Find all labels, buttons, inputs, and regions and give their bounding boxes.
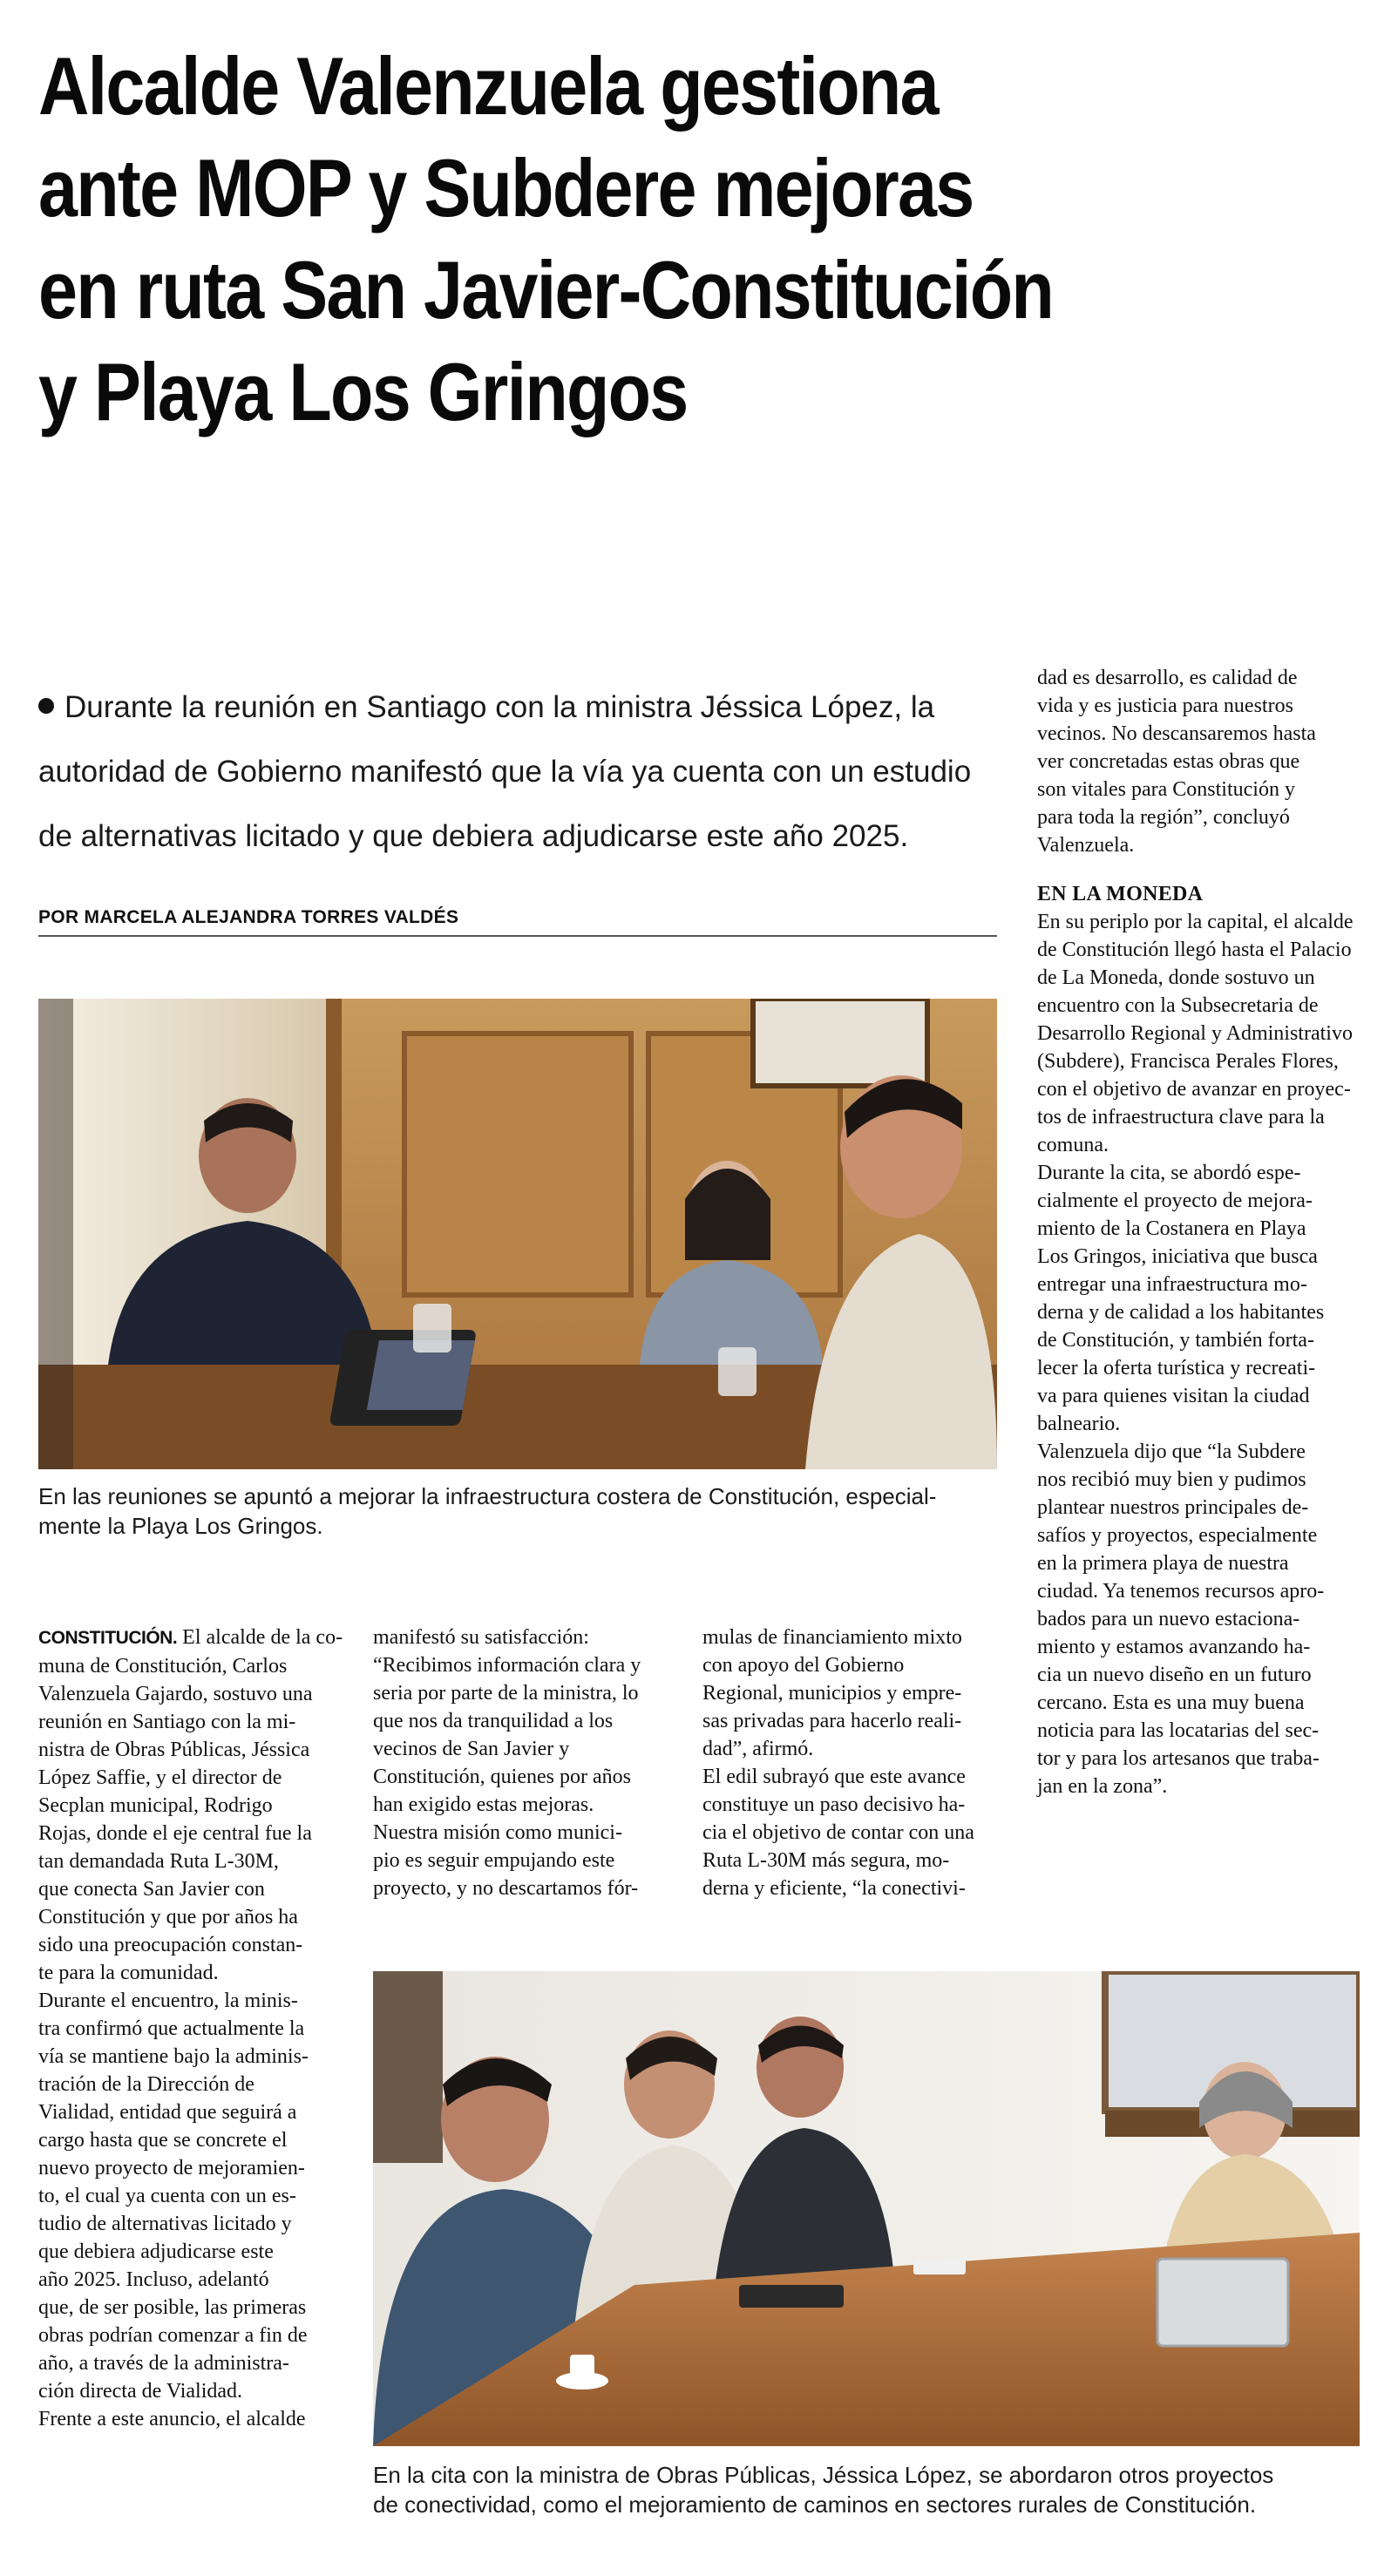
body-line: dad”, afirmó. bbox=[702, 1738, 814, 1760]
body-line: miento y estamos avanzando ha- bbox=[1037, 1636, 1311, 1658]
body-line: ción directa de Vialidad. bbox=[38, 2380, 243, 2403]
body-line: tudio de alternativas licitado y bbox=[38, 2213, 292, 2235]
body-line: proyecto, y no descartamos fór- bbox=[373, 1877, 639, 1900]
body-line: López Saffie, y el director de bbox=[38, 1766, 282, 1789]
headline-line: Alcalde Valenzuela gestiona bbox=[38, 40, 938, 132]
photo2-caption bbox=[373, 2460, 1360, 2519]
body-line: constituye un paso decisivo ha- bbox=[702, 1793, 966, 1816]
body-column-2 bbox=[373, 1624, 671, 1902]
body-line: Ruta L-30M más segura, mo- bbox=[702, 1849, 950, 1872]
caption-line: de conectividad, como el mejoramiento de caminos en sectores rurales de Constitución. bbox=[373, 2491, 1257, 2518]
body-line: con apoyo del Gobierno bbox=[702, 1654, 905, 1677]
body-line: manifestó su satisfacción: bbox=[373, 1626, 589, 1649]
body-line: que debiera adjudicarse este bbox=[38, 2240, 274, 2263]
body-line: cargo hasta que se concrete el bbox=[38, 2129, 288, 2152]
body-line: pio es seguir empujando este bbox=[373, 1849, 615, 1872]
body-line: entregar una infraestructura mo- bbox=[1037, 1273, 1307, 1296]
body-line: sido una preocupación constan- bbox=[38, 1934, 303, 1956]
body-column-1 bbox=[38, 1624, 343, 2433]
body-line: Desarrollo Regional y Administrativo bbox=[1037, 1022, 1353, 1045]
body-line: Constitución, quienes por años bbox=[373, 1766, 631, 1788]
body-line: va para quienes visitan la ciudad bbox=[1037, 1385, 1310, 1407]
body-line: reunión en Santiago con la mi- bbox=[38, 1711, 296, 1733]
body-line: tan demandada Ruta L-30M, bbox=[38, 1850, 279, 1873]
body-line: derna y de calidad a los habitantes bbox=[1037, 1301, 1325, 1324]
body-line: vida y es justicia para nuestros bbox=[1037, 695, 1293, 717]
body-line: derna y eficiente, “la conectivi- bbox=[702, 1877, 966, 1900]
body-line: miento de la Costanera en Playa bbox=[1037, 1217, 1306, 1240]
body-line: han exigido estas mejoras. bbox=[373, 1793, 594, 1816]
body-line: muna de Constitución, Carlos bbox=[38, 1655, 288, 1678]
body-line: Durante el encuentro, la minis- bbox=[38, 1990, 298, 2012]
headline-line: en ruta San Javier-Constitución bbox=[38, 244, 1054, 336]
body-column-3 bbox=[702, 1624, 1002, 1902]
body-line: nuevo proyecto de mejoramien- bbox=[38, 2157, 305, 2179]
lead-line: de alternativas licitado y que debiera adjudicarse este año 2025. bbox=[38, 819, 909, 853]
body-line: Valenzuela dijo que “la Subdere bbox=[1037, 1441, 1306, 1463]
body-line: son vitales para Constitución y bbox=[1037, 778, 1295, 801]
photo1-caption bbox=[38, 1481, 997, 1541]
body-line: Valenzuela. bbox=[1037, 834, 1135, 857]
body-line: (Subdere), Francisca Perales Flores, bbox=[1037, 1050, 1339, 1073]
body-line: En su periplo por la capital, el alcalde bbox=[1037, 911, 1354, 933]
body-line: vecinos de San Javier y bbox=[373, 1738, 570, 1760]
body-line: sas privadas para hacerlo reali- bbox=[702, 1710, 962, 1732]
photo-meeting-santiago bbox=[38, 999, 997, 1469]
body-line: tra confirmó que actualmente la bbox=[38, 2017, 305, 2040]
body-line: cia un nuevo diseño en un futuro bbox=[1037, 1664, 1312, 1686]
body-line: Secplan municipal, Rodrigo bbox=[38, 1794, 273, 1817]
body-line: Vialidad, entidad que seguirá a bbox=[38, 2101, 297, 2124]
caption-line: mente la Playa Los Gringos. bbox=[38, 1513, 323, 1539]
body-line: que, de ser posible, las primeras bbox=[38, 2296, 307, 2319]
headline-line: y Playa Los Gringos bbox=[38, 346, 688, 437]
body-line: Nuestra misión como munici- bbox=[373, 1821, 622, 1844]
body-line: encuentro con la Subsecretaria de bbox=[1037, 994, 1319, 1017]
body-column-4 bbox=[1037, 664, 1360, 1800]
body-line: en la primera playa de nuestra bbox=[1037, 1552, 1289, 1575]
body-line: cercano. Esta es una muy buena bbox=[1037, 1691, 1305, 1714]
body-line: año 2025. Incluso, adelantó bbox=[38, 2268, 269, 2291]
body-line: tos de infraestructura clave para la bbox=[1037, 1106, 1325, 1129]
body-line: de Constitución, y también forta- bbox=[1037, 1329, 1314, 1352]
photo-meeting-santiago-image bbox=[38, 999, 997, 1469]
body-line: El edil subrayó que este avance bbox=[702, 1766, 966, 1788]
body-line: Los Gringos, iniciativa que busca bbox=[1037, 1245, 1318, 1268]
body-text: El alcalde de la co- bbox=[177, 1626, 343, 1649]
body-line: nistra de Obras Públicas, Jéssica bbox=[38, 1739, 310, 1761]
body-line: safíos y proyectos, especialmente bbox=[1037, 1524, 1318, 1547]
body-line: que nos da tranquilidad a los bbox=[373, 1710, 614, 1732]
lead-line: autoridad de Gobierno manifestó que la vía ya cuenta con un estudio bbox=[38, 755, 972, 789]
body-line: cialmente el proyecto de mejora- bbox=[1037, 1190, 1313, 1212]
headline bbox=[38, 35, 1177, 443]
lead-line bbox=[38, 675, 997, 740]
body-line: bados para un nuevo estaciona- bbox=[1037, 1608, 1300, 1630]
body-line: vecinos. No descansaremos hasta bbox=[1037, 722, 1316, 745]
body-line: año, a través de la administra- bbox=[38, 2352, 289, 2375]
caption-line: En las reuniones se apuntó a mejorar la infraestructura costera de Constitución, especial- bbox=[38, 1483, 937, 1509]
body-line: “Recibimos información clara y bbox=[373, 1654, 641, 1677]
body-line: vía se mantiene bajo la adminis- bbox=[38, 2045, 309, 2068]
body-line: balneario. bbox=[1037, 1413, 1121, 1435]
body-line: dad es desarrollo, es calidad de bbox=[1037, 667, 1298, 689]
body-line: te para la comunidad. bbox=[38, 1962, 219, 1984]
byline: POR MARCELA ALEJANDRA TORRES VALDÉS bbox=[38, 907, 997, 937]
lead-paragraph bbox=[38, 675, 997, 869]
dateline: CONSTITUCIÓN. bbox=[38, 1628, 178, 1648]
body-line: ver concretadas estas obras que bbox=[1037, 750, 1300, 773]
body-line bbox=[38, 1624, 343, 1652]
body-line: nos recibió muy bien y pudimos bbox=[1037, 1468, 1306, 1491]
body-line: comuna. bbox=[1037, 1134, 1109, 1156]
body-line: Constitución y que por años ha bbox=[38, 1906, 298, 1929]
body-line: jan en la zona”. bbox=[1037, 1775, 1168, 1798]
body-line: to, el cual ya cuenta con un es- bbox=[38, 2185, 296, 2207]
photo-meeting-ministry bbox=[373, 1971, 1360, 2446]
body-line: de La Moneda, donde sostuvo un bbox=[1037, 966, 1315, 989]
headline-line: ante MOP y Subdere mejoras bbox=[38, 142, 974, 234]
body-line: mulas de financiamiento mixto bbox=[702, 1626, 962, 1649]
body-line: plantear nuestros principales de- bbox=[1037, 1496, 1309, 1519]
body-line: cia el objetivo de contar con una bbox=[702, 1821, 974, 1844]
body-line: que conecta San Javier con bbox=[38, 1878, 265, 1901]
body-line: Frente a este anuncio, el alcalde bbox=[38, 2408, 306, 2430]
body-line: lecer la oferta turística y recreati- bbox=[1037, 1357, 1316, 1380]
body-line: Durante la cita, se abordó espe- bbox=[1037, 1162, 1301, 1184]
section-subhead: EN LA MONEDA bbox=[1037, 883, 1204, 905]
body-line: de Constitución llegó hasta el Palacio bbox=[1037, 939, 1352, 961]
body-line: ciudad. Ya tenemos recursos apro- bbox=[1037, 1580, 1325, 1603]
bullet-icon bbox=[38, 698, 54, 714]
body-line: para toda la región”, concluyó bbox=[1037, 806, 1290, 829]
body-line: obras podrían comenzar a fin de bbox=[38, 2324, 308, 2347]
body-line: con el objetivo de avanzar en proyec- bbox=[1037, 1078, 1351, 1101]
caption-line: En la cita con la ministra de Obras Públicas, Jéssica López, se abordaron otros proyectos bbox=[373, 2462, 1274, 2488]
body-line: tración de la Dirección de bbox=[38, 2073, 254, 2096]
body-line: Rojas, donde el eje central fue la bbox=[38, 1822, 312, 1845]
body-line: Valenzuela Gajardo, sostuvo una bbox=[38, 1683, 313, 1705]
lead-text: Durante la reunión en Santiago con la ministra Jéssica López, la bbox=[64, 690, 935, 724]
body-line: tor y para los artesanos que traba- bbox=[1037, 1747, 1320, 1770]
photo-meeting-ministry-image bbox=[373, 1971, 1360, 2446]
body-line: seria por parte de la ministra, lo bbox=[373, 1682, 639, 1705]
body-line: Regional, municipios y empre- bbox=[702, 1682, 962, 1705]
body-line: noticia para las locatarias del sec- bbox=[1037, 1719, 1320, 1742]
